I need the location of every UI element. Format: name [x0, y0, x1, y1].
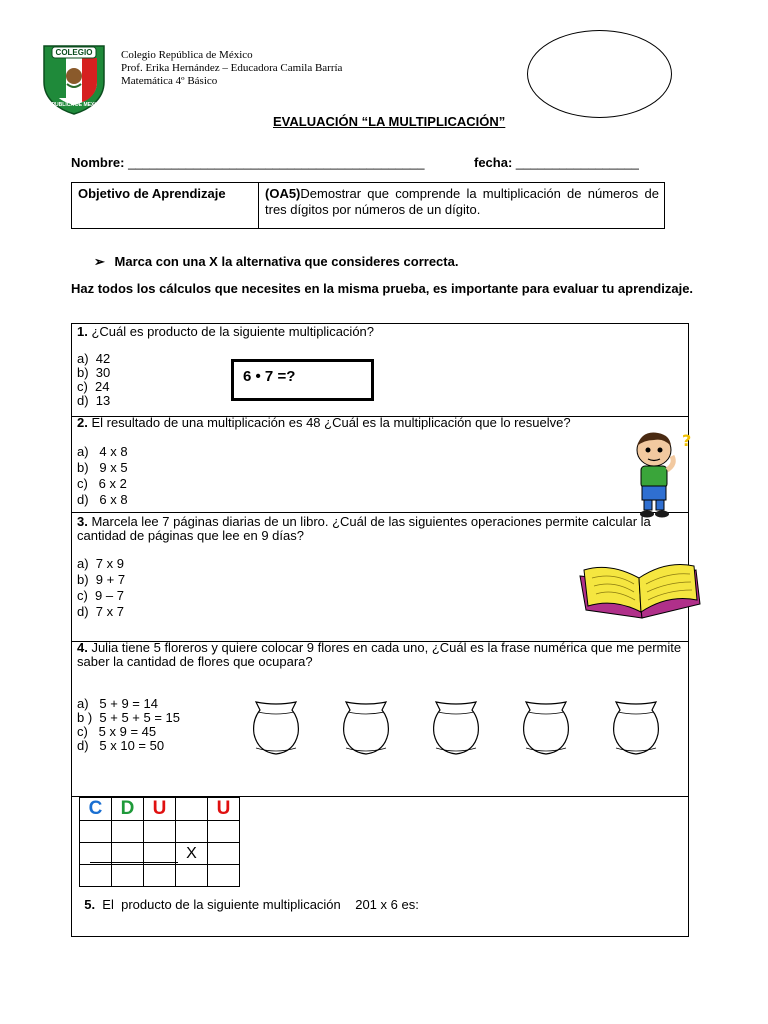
equation-box: [231, 359, 374, 401]
subject-line: Matemática 4º Básico: [121, 75, 218, 87]
teachers-line: Prof. Erika Hernández – Educadora Camila Barría: [121, 62, 343, 74]
question-text: El producto de la siguiente multiplicación 201 x 6 es:: [95, 897, 419, 912]
option-a[interactable]: a) 5 + 9 = 14: [77, 696, 158, 711]
grid-mult-sign: X: [176, 843, 208, 865]
option-d[interactable]: d) 6 x 8: [77, 492, 128, 507]
divider: [71, 512, 689, 513]
option-b[interactable]: b) 9 + 7: [77, 572, 126, 587]
school-name: Colegio República de México: [121, 49, 253, 61]
grid-header-u: U: [144, 798, 176, 821]
place-value-grid: [79, 797, 240, 887]
q4-options: [77, 697, 180, 753]
vase-icon: [524, 702, 569, 754]
grid-cell[interactable]: [144, 821, 176, 843]
option-d[interactable]: d) 5 x 10 = 50: [77, 738, 165, 753]
question-5: [77, 884, 682, 912]
open-book-image: [576, 560, 704, 620]
question-number: 2.: [77, 415, 88, 430]
question-number: 4.: [77, 640, 88, 655]
name-field: [71, 155, 425, 170]
option-c[interactable]: c) 6 x 2: [77, 476, 127, 491]
school-logo: [40, 42, 108, 116]
q2-options: [77, 444, 128, 508]
question-number: 1.: [77, 324, 88, 339]
arrow-bullet-icon: ➢: [94, 254, 105, 269]
option-c[interactable]: c) 24: [77, 379, 110, 394]
grid-header-d: D: [112, 798, 144, 821]
name-label: Nombre:: [71, 155, 125, 170]
option-b[interactable]: b) 30: [77, 365, 111, 380]
q3-options: [77, 556, 125, 620]
grid-cell[interactable]: [208, 821, 240, 843]
grid-cell[interactable]: [176, 821, 208, 843]
objective-text: Demostrar que comprende la multiplicación de números de tres dígitos por números de un dígito.: [265, 186, 659, 217]
vase-icon: [254, 702, 299, 754]
instruction-1: [94, 254, 458, 270]
instruction-1-text: Marca con una X la alternativa que consideres correcta.: [114, 254, 459, 269]
thinking-boy-icon: [628, 428, 700, 520]
option-b[interactable]: b) 9 x 5: [77, 460, 128, 475]
option-d[interactable]: d) 13: [77, 393, 111, 408]
question-number: 3.: [77, 514, 88, 529]
date-field: [474, 155, 639, 170]
grid-header-u2: U: [208, 798, 240, 821]
question-2: [77, 416, 682, 430]
vase-icon: [614, 702, 659, 754]
q1-options: [77, 352, 110, 408]
objective-label: Objetivo de Aprendizaje: [78, 186, 226, 201]
question-3: [77, 515, 689, 543]
thinking-boy-image: [628, 428, 700, 520]
name-line: _________________________________________: [128, 155, 425, 170]
vase-icon: [434, 702, 479, 754]
grade-oval: [527, 30, 672, 118]
grid-cell[interactable]: [80, 821, 112, 843]
question-text: Marcela lee 7 páginas diarias de un libro. ¿Cuál de las siguientes operaciones permite calcular la cantidad de páginas que lee en 9 días?: [77, 514, 651, 543]
grid-header-c: C: [80, 798, 112, 821]
grid-cell[interactable]: [208, 843, 240, 865]
grid-cell[interactable]: [112, 821, 144, 843]
date-label: fecha:: [474, 155, 513, 170]
question-text: El resultado de una multiplicación es 48 ¿Cuál es la multiplicación que lo resuelve?: [87, 415, 571, 430]
question-number: 5.: [84, 897, 96, 912]
question-4: [77, 641, 682, 669]
option-d[interactable]: d) 7 x 7: [77, 604, 124, 619]
equation-text: 6 • 7 =?: [243, 368, 296, 385]
logo-text-ring: REPUBLICA DE MEXICO: [44, 102, 104, 108]
vases-row: [244, 700, 674, 758]
option-a[interactable]: a) 4 x 8: [77, 444, 128, 459]
question-1: [77, 325, 682, 339]
question-text: ¿Cuál es producto de la siguiente multiplicación?: [87, 324, 375, 339]
option-c[interactable]: c) 5 x 9 = 45: [77, 724, 157, 739]
result-line: [90, 862, 178, 863]
question-text: Julia tiene 5 floreros y quiere colocar 9 flores en cada uno, ¿Cuál es la frase numérica que me permite saber la cantidad de flores que ocupara?: [77, 640, 682, 669]
open-book-icon: [576, 560, 704, 620]
date-line: _________________: [515, 155, 639, 170]
option-a[interactable]: a) 7 x 9: [77, 556, 124, 571]
objective-label-cell: [72, 183, 259, 228]
objective-table: [71, 182, 665, 229]
logo-text-top: COLEGIO: [55, 48, 93, 57]
objective-text-cell: [265, 186, 659, 218]
option-b[interactable]: b ) 5 + 5 + 5 = 15: [77, 710, 180, 725]
option-a[interactable]: a) 42: [77, 351, 111, 366]
instruction-2: Haz todos los cálculos que necesites en la misma prueba, es importante para evaluar tu aprendizaje.: [71, 281, 694, 296]
objective-code: (OA5): [265, 186, 301, 201]
page-title: EVALUACIÓN “LA MULTIPLICACIÓN”: [273, 114, 506, 129]
grid-header-empty: [176, 798, 208, 821]
vase-icon: [344, 702, 389, 754]
option-c[interactable]: c) 9 – 7: [77, 588, 124, 603]
svg-text:?: ?: [682, 431, 692, 450]
